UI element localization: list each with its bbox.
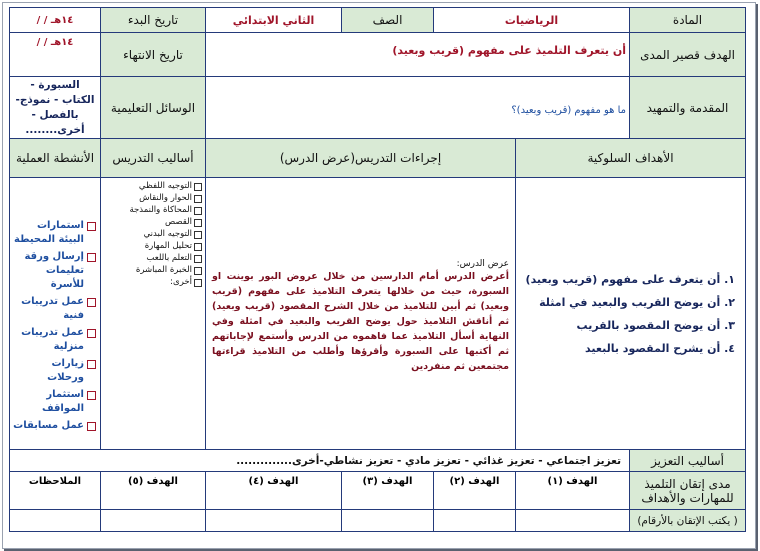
method-item[interactable]: القصص xyxy=(103,217,202,228)
notes-header: الملاحظات xyxy=(10,472,101,510)
goal-1-value[interactable] xyxy=(516,510,630,532)
procedures-label: عرض الدرس: xyxy=(456,259,510,269)
procedures-cell xyxy=(206,178,516,450)
goal-4-header: الهدف (٤) xyxy=(206,472,342,510)
notes-value[interactable] xyxy=(10,510,101,532)
mastery-label: مدى إتقان التلميذ للمهارات والأهداف xyxy=(630,472,746,510)
method-item[interactable]: التوجيه البدني xyxy=(103,229,202,240)
procedures-text: أعرض الدرس أمام الدارسين من خلال عروض البور بوينت او السبورة، حيث من خلالها يتعرف التلاميذ على مفهوم (قريب وبعيد) ثم أبين للتلاميذ من خلال الشرح المقصود (قريب وبعيد) ثم أناقش التلاميذ حول يوضح القريب والبعيد في امثلة وفي النهاية أسأل التلاميذ عما فاهموه من الدرس وأستمع لإجاباتهم ثم أكتبها على السبورة وأقرؤها وأطلب من التلاميذ قراءتها مجتمعين ثم منفردين xyxy=(212,271,510,372)
method-item[interactable]: التوجيه اللفظي xyxy=(103,181,202,192)
methods-cell xyxy=(101,178,206,450)
checkbox-icon[interactable] xyxy=(194,183,202,191)
subject-label: المادة xyxy=(630,8,746,33)
activity-item[interactable]: إرسال ورقة تعليمات للأسرة xyxy=(13,250,96,292)
checkbox-icon[interactable] xyxy=(194,243,202,251)
activity-item[interactable]: عمل تدريبات منزلية xyxy=(13,326,96,354)
class-value: الثاني الابتدائي xyxy=(206,8,342,33)
class-label: الصف xyxy=(342,8,434,33)
end-date-value: / / ١٤هـ xyxy=(10,33,101,77)
objective-item: ٣. أن يوضح المقصود بالقريب xyxy=(576,318,736,332)
activities-header: الأنشطة العملية xyxy=(10,139,101,178)
checkbox-icon[interactable] xyxy=(194,267,202,275)
objectives-cell xyxy=(516,178,746,450)
activity-item[interactable]: عمل مسابقات xyxy=(13,419,96,433)
activity-item[interactable]: عمل تدريبات فنية xyxy=(13,295,96,323)
start-date-value: / / ١٤هـ xyxy=(10,8,101,33)
goal-5-header: الهدف (٥) xyxy=(101,472,206,510)
goal-2-header: الهدف (٢) xyxy=(434,472,516,510)
reinforcement-label: أساليب التعزيز xyxy=(630,450,746,472)
objective-item: ٢. أن يوضح القريب والبعيد في امثلة xyxy=(539,295,736,309)
goal-1-header: الهدف (١) xyxy=(516,472,630,510)
goal-label: الهدف قصير المدى xyxy=(630,33,746,77)
activity-item[interactable]: زيارات ورحلات xyxy=(13,357,96,385)
aids-text: السبورة - الكتاب - نموذج- بالفصل - أخرى........ xyxy=(10,77,101,139)
subject-value: الرياضيات xyxy=(434,8,630,33)
goal-2-value[interactable] xyxy=(434,510,516,532)
checkbox-icon[interactable] xyxy=(87,329,96,338)
procedures-header: إجراءات التدريس(عرض الدرس) xyxy=(206,139,516,178)
method-item[interactable]: الحوار والنقاش xyxy=(103,193,202,204)
goal-text: أن يتعرف التلميذ على مفهوم (قريب وبعيد) xyxy=(392,44,627,57)
checkbox-icon[interactable] xyxy=(194,207,202,215)
intro-label: المقدمة والتمهيد xyxy=(630,77,746,139)
checkbox-icon[interactable] xyxy=(87,222,96,231)
start-date-label: تاريخ البدء xyxy=(101,8,206,33)
checkbox-icon[interactable] xyxy=(87,422,96,431)
goal-3-value[interactable] xyxy=(342,510,434,532)
goal-3-header: الهدف (٣) xyxy=(342,472,434,510)
end-date-label: تاريخ الانتهاء xyxy=(101,33,206,77)
goal-5-value[interactable] xyxy=(101,510,206,532)
aids-label: الوسائل التعليمية xyxy=(101,77,206,139)
method-item[interactable]: تحليل المهارة xyxy=(103,241,202,252)
checkbox-icon[interactable] xyxy=(87,298,96,307)
checkbox-icon[interactable] xyxy=(87,391,96,400)
checkbox-icon[interactable] xyxy=(194,255,202,263)
lesson-plan-table xyxy=(9,7,746,532)
reinforcement-text: تعزيز اجتماعي - تعزيز غذائي - تعزيز مادي - تعزيز نشاطي-أخرى.............. xyxy=(10,450,630,472)
activity-item[interactable]: استثمار المواقف xyxy=(13,388,96,416)
method-item[interactable]: المحاكاة والنمذجة xyxy=(103,205,202,216)
method-item[interactable]: الخبرة المباشرة xyxy=(103,265,202,276)
checkbox-icon[interactable] xyxy=(87,360,96,369)
intro-text: ما هو مفهوم (قريب وبعيد)؟ xyxy=(511,105,627,116)
checkbox-icon[interactable] xyxy=(194,279,202,287)
activities-cell xyxy=(10,178,101,450)
objective-item: ١. أن يتعرف على مفهوم (قريب وبعيد) xyxy=(525,272,736,286)
checkbox-icon[interactable] xyxy=(194,219,202,227)
activity-item[interactable]: استمارات البيئة المحيطة xyxy=(13,219,96,247)
checkbox-icon[interactable] xyxy=(194,231,202,239)
method-item[interactable]: التعلم باللعب xyxy=(103,253,202,264)
goal-4-value[interactable] xyxy=(206,510,342,532)
checkbox-icon[interactable] xyxy=(194,195,202,203)
methods-header: أساليب التدريس xyxy=(101,139,206,178)
objective-item: ٤. أن يشرح المقصود بالبعيد xyxy=(585,341,736,355)
method-item[interactable]: أخرى: xyxy=(103,277,202,288)
mastery-note: ( يكتب الإتقان بالأرقام) xyxy=(630,510,746,532)
objectives-header: الأهداف السلوكية xyxy=(516,139,746,178)
checkbox-icon[interactable] xyxy=(87,253,96,262)
